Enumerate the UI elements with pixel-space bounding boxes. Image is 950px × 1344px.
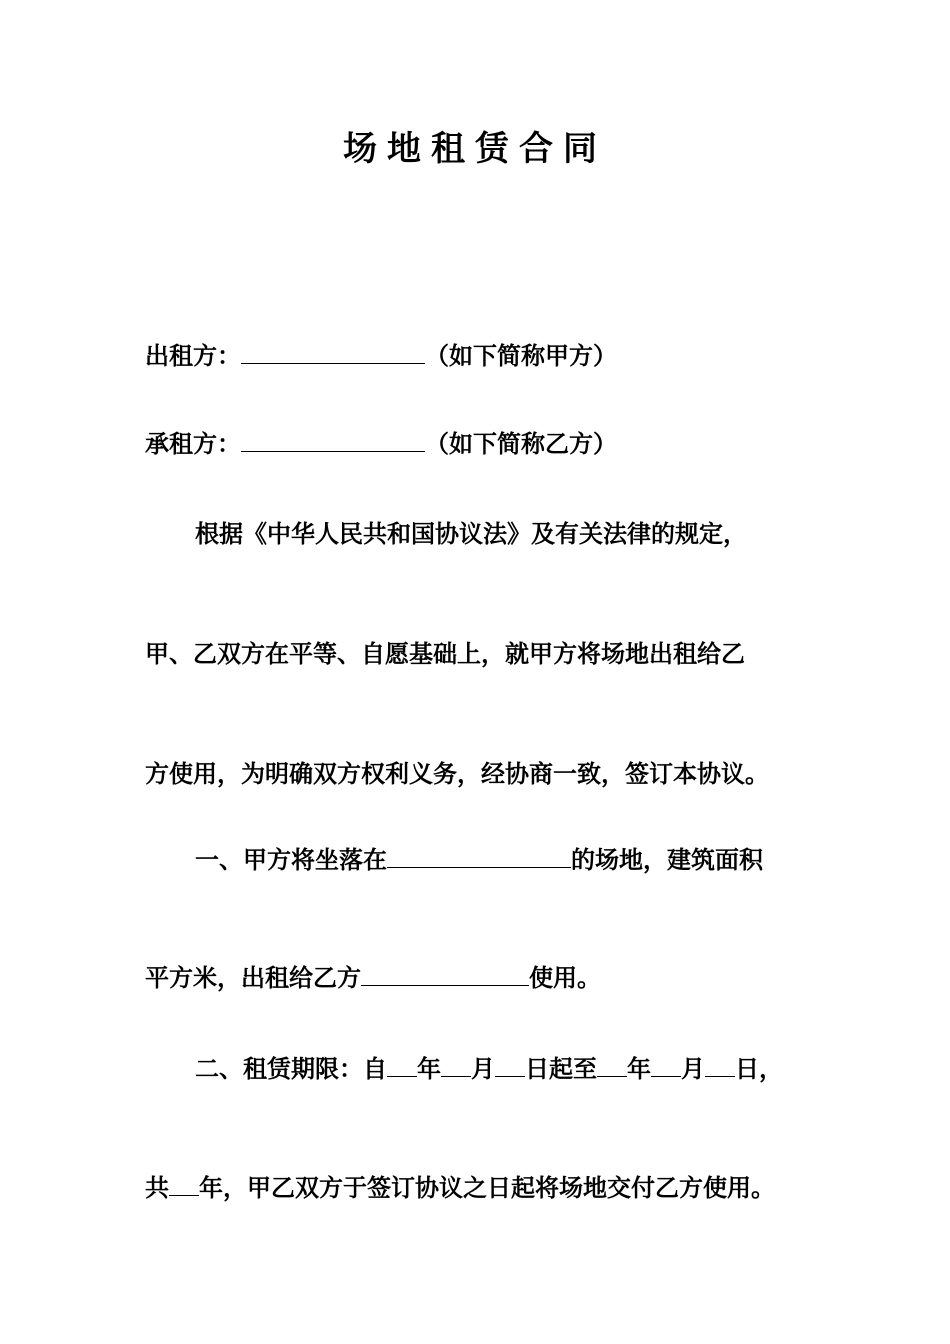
- clause1-line-1: [195, 844, 763, 876]
- lessee-label: 承租方：: [145, 429, 241, 458]
- end-day-blank[interactable]: [705, 1054, 735, 1077]
- start-year-label: 年: [417, 1054, 441, 1083]
- lessor-label: 出租方：: [145, 341, 241, 370]
- lessor-suffix: （如下简称甲方）: [425, 341, 617, 370]
- lessor-name-blank[interactable]: [241, 341, 425, 364]
- clause2-part1: 二、租赁期限：自: [195, 1054, 387, 1083]
- preamble-line-1: 根据《中华人民共和国协议法》及有关法律的规定，: [195, 519, 747, 548]
- end-day-label: 日，: [735, 1054, 783, 1083]
- usage-blank[interactable]: [361, 963, 529, 986]
- lessor-line: [145, 340, 617, 372]
- end-year-blank[interactable]: [597, 1054, 627, 1077]
- clause2-line-2: [145, 1172, 775, 1204]
- start-day-label: 日起至: [525, 1054, 597, 1083]
- preamble-line-3: 方使用，为明确双方权利义务，经协商一致，签订本协议。: [145, 759, 769, 788]
- clause2-line-1: [195, 1053, 783, 1085]
- clause1-line-2: [145, 962, 601, 994]
- start-year-blank[interactable]: [387, 1054, 417, 1077]
- lessee-suffix: （如下简称乙方）: [425, 429, 617, 458]
- clause2-line2-rest: 年，甲乙双方于签订协议之日起将场地交付乙方使用。: [199, 1173, 775, 1202]
- lessee-line: [145, 428, 617, 460]
- clause2-line2-start: 共: [145, 1173, 169, 1202]
- lessee-name-blank[interactable]: [241, 429, 425, 452]
- preamble-line-2: 甲、乙双方在平等、自愿基础上，就甲方将场地出租给乙: [145, 639, 745, 668]
- end-month-label: 月: [681, 1054, 705, 1083]
- end-month-blank[interactable]: [651, 1054, 681, 1077]
- clause1-part1: 一、甲方将坐落在: [195, 845, 387, 874]
- location-blank[interactable]: [387, 845, 571, 868]
- clause1-part4: 使用。: [529, 963, 601, 992]
- start-month-label: 月: [471, 1054, 495, 1083]
- clause1-part3: 平方米，出租给乙方: [145, 963, 361, 992]
- end-year-label: 年: [627, 1054, 651, 1083]
- clause1-part2: 的场地，建筑面积: [571, 845, 763, 874]
- document-title: 场地租赁合同: [343, 129, 607, 169]
- start-day-blank[interactable]: [495, 1054, 525, 1077]
- start-month-blank[interactable]: [441, 1054, 471, 1077]
- total-years-blank[interactable]: [169, 1173, 199, 1196]
